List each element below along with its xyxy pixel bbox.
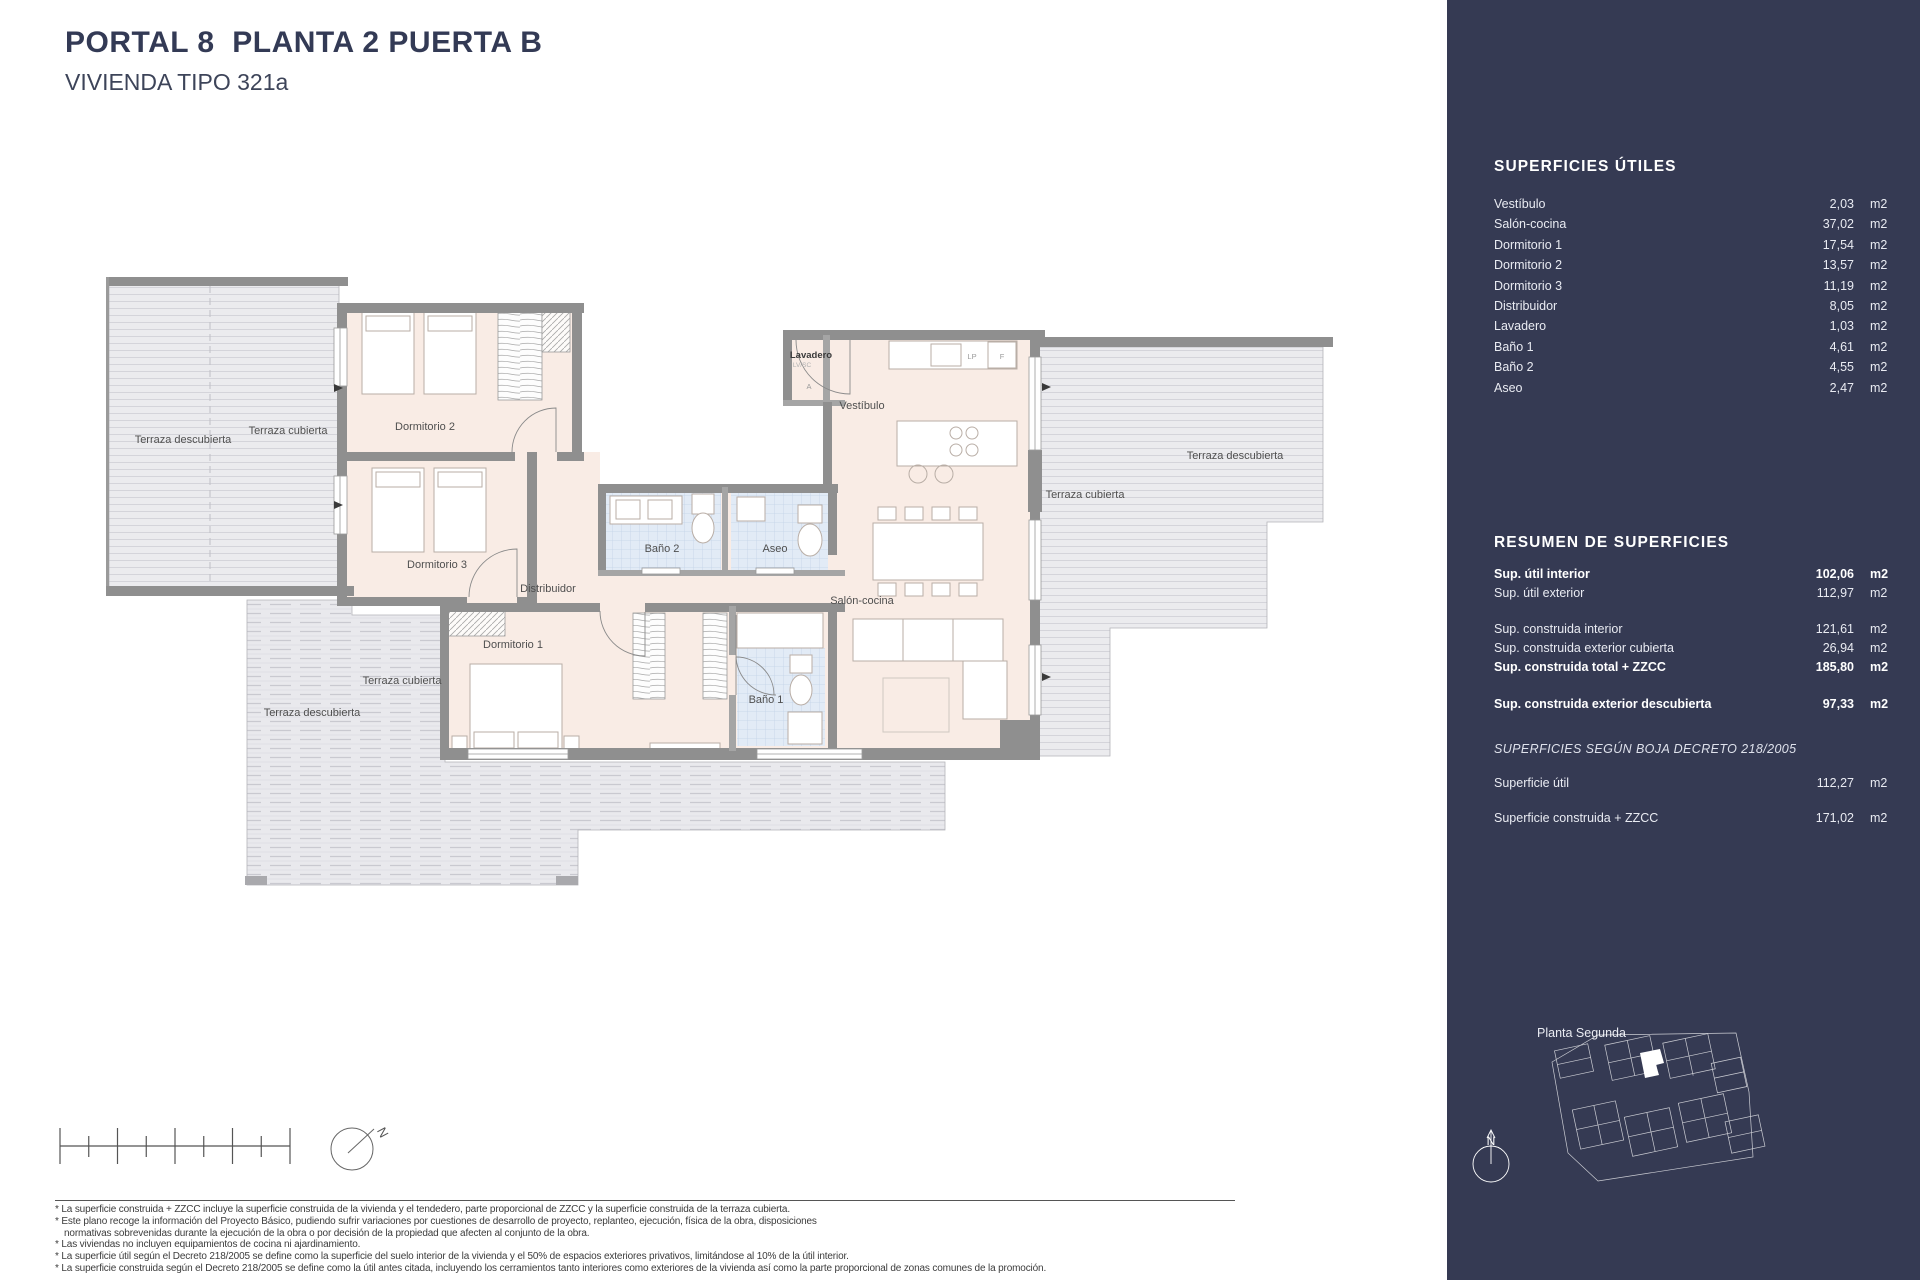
- table-row: Vestíbulo 2,03 m2: [1494, 197, 1888, 211]
- north-compass-icon: [331, 1125, 392, 1170]
- site-plan-map: [1447, 1015, 1867, 1215]
- label-terraza-cubierta-bottom: Terraza cubierta: [362, 675, 442, 687]
- footnote-line: * Este plano recoge la información del Proyecto Básico, pudiendo sufrir variaciones por cuestiones de desarrollo de proyecto, replanteo, ejecución, física de la obra, disposiciones: [55, 1215, 817, 1227]
- footnote-line: * Las viviendas no incluyen equipamientos de cocina ni ajardinamiento.: [55, 1239, 361, 1251]
- table-row: Superficie útil 112,27 m2: [1494, 776, 1888, 790]
- table-row: Aseo 2,47 m2: [1494, 380, 1888, 395]
- label-appliance-f: F: [999, 352, 1005, 361]
- scale-bar: [60, 1128, 290, 1164]
- footnote-line: normativas sobrevenidas durante la ejecución de la obra o por decisión de la propiedad que afecten al conjunto de la obra.: [64, 1227, 590, 1239]
- table-row: Dormitorio 1 17,54 m2: [1494, 237, 1888, 252]
- label-vestibulo: Vestíbulo: [839, 400, 885, 412]
- label-terraza-descubierta-right: Terraza descubierta: [1186, 450, 1284, 462]
- table-row: Sup. construida exterior descubierta 97,33 m2: [1494, 697, 1889, 711]
- table-row: Dormitorio 2 13,57 m2: [1494, 258, 1888, 273]
- resumen-heading: RESUMEN DE SUPERFICIES: [1494, 534, 1730, 551]
- label-salon-cocina: Salón-cocina: [830, 595, 894, 607]
- table-row: Superficie construida + ZZCC 171,02 m2: [1494, 811, 1888, 825]
- footnote-line: * La superficie construida según el Decreto 218/2005 se define como la útil antes citada, incluyendo los cerramientos tanto interiores como exteriores de la vivienda así como la parte proporcional de zonas comunes de la promoción.: [55, 1262, 1047, 1274]
- superficies-utiles-heading: SUPERFICIES ÚTILES: [1494, 158, 1677, 175]
- label-dormitorio-3: Dormitorio 3: [407, 559, 467, 571]
- label-terraza-descubierta-left: Terraza descubierta: [134, 434, 232, 446]
- svg-text:N: N: [1486, 1134, 1496, 1148]
- boja-heading: SUPERFICIES SEGÚN BOJA DECRETO 218/2005: [1494, 742, 1797, 756]
- footnote-divider: [55, 1200, 1235, 1201]
- terrace-right: [1035, 347, 1323, 756]
- table-row: Sup. construida exterior cubierta 26,94 m2: [1494, 641, 1888, 655]
- table-row: Sup. útil interior 102,06 m2: [1494, 567, 1889, 581]
- table-row: Dormitorio 3 11,19 m2: [1494, 278, 1888, 293]
- footnote-line: * La superficie construida + ZZCC incluye la superficie construida de la vivienda y el tendedero, parte proporcional de ZZCC y la superficie construida de la terraza cubierta.: [55, 1204, 790, 1215]
- label-appliance-a: A: [806, 382, 812, 391]
- svg-text:N: N: [373, 1124, 392, 1141]
- site-plan-label: Planta Segunda: [1537, 1026, 1626, 1040]
- table-row: Sup. construida interior 121,61 m2: [1494, 622, 1888, 636]
- label-dormitorio-2: Dormitorio 2: [395, 421, 455, 433]
- label-appliance-lp: LP: [967, 352, 977, 361]
- label-distribuidor: Distribuidor: [520, 583, 576, 595]
- table-row: Sup. construida total + ZZCC 185,80 m2: [1494, 660, 1889, 674]
- footnote-line: * La superficie útil según el Decreto 218/2005 se define como la superficie del suelo interior de la vivienda y el 50% de espacios exteriores privativos, limitándose al 10% de la útil interior.: [55, 1251, 849, 1263]
- label-terraza-cubierta-left: Terraza cubierta: [248, 425, 328, 437]
- table-row: Sup. útil exterior 112,97 m2: [1494, 586, 1888, 600]
- label-lavadero-sub: LV/SC: [792, 362, 812, 369]
- title-block: [65, 26, 542, 96]
- footnotes: [55, 1204, 1385, 1275]
- label-aseo: Aseo: [762, 543, 788, 555]
- table-row: Baño 2 4,55 m2: [1494, 360, 1888, 375]
- label-bano-1: Baño 1: [748, 694, 784, 706]
- label-dormitorio-1: Dormitorio 1: [483, 639, 543, 651]
- table-row: Salón-cocina 37,02 m2: [1494, 217, 1888, 232]
- label-bano-2: Baño 2: [644, 543, 680, 555]
- table-row: Lavadero 1,03 m2: [1494, 319, 1888, 334]
- label-terraza-cubierta-right: Terraza cubierta: [1045, 489, 1125, 501]
- label-terraza-descubierta-bottom: Terraza descubierta: [263, 707, 361, 719]
- label-lavadero: Lavadero: [789, 350, 833, 361]
- sidebar-north-icon: [1473, 1130, 1509, 1182]
- table-row: Distribuidor 8,05 m2: [1494, 299, 1888, 313]
- page-title: PORTAL 8 PLANTA 2 PUERTA B: [65, 26, 543, 59]
- surface-sidebar: [1447, 0, 1920, 1280]
- table-row: Baño 1 4,61 m2: [1494, 339, 1888, 354]
- page-subtitle: VIVIENDA TIPO 321a: [65, 69, 289, 95]
